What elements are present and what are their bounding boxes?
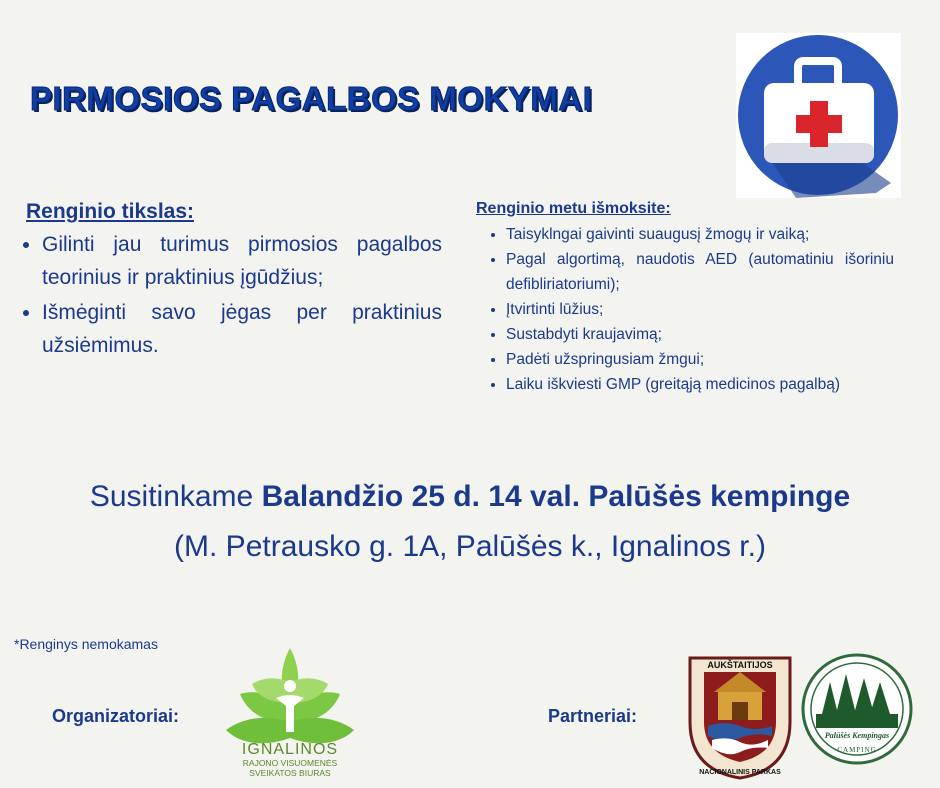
learn-item: • Įtvirtinti lūžius;	[506, 297, 894, 322]
meeting-prefix: Susitinkame	[89, 480, 254, 513]
organizer-logo-sub2: SVEIKATOS BIURAS	[249, 767, 331, 778]
goal-heading: Renginio tikslas:	[26, 200, 195, 223]
learn-item: • Sustabdyti kraujavimą;	[506, 322, 894, 347]
learn-item: • Pagal algortimą, naudotis AED (automatiniu išoriniu defibliriatoriumi);	[506, 247, 894, 297]
meeting-address: (M. Petrausko g. 1A, Palūšės k., Ignalinos r.)	[174, 530, 766, 563]
learn-item: • Taisyklngai gaivinti suaugusį žmogų ir vaiką;	[506, 222, 894, 247]
park-bottom-text: NACIONALINIS PARKAS	[699, 769, 781, 776]
camping-name-text: Palūšės Kempingas	[824, 731, 890, 740]
free-note: *Renginys nemokamas	[14, 636, 158, 652]
organizer-logo-name: IGNALINOS	[241, 741, 339, 758]
goal-section	[22, 200, 442, 364]
organizers-label: Organizatoriai:	[52, 706, 180, 726]
first-aid-kit-icon	[736, 33, 901, 198]
meeting-line	[0, 480, 940, 514]
goal-item: • Gilinti jau turimus pirmosios pagalbos teorinius ir praktinius įgūdžius;	[42, 228, 442, 294]
page-title: PIRMOSIOS PAGALBOS MOKYMAI	[30, 80, 593, 117]
camping-logo-icon	[800, 652, 914, 766]
learn-item: • Laiku iškviesti GMP (greitąją medicinos pagalbą)	[506, 372, 894, 397]
learn-heading: Renginio metu išmoksite:	[476, 200, 671, 217]
partners-label: Partneriai:	[548, 706, 638, 726]
learn-section	[476, 200, 894, 397]
goal-list	[22, 228, 442, 362]
meeting-datetime-place: Balandžio 25 d. 14 val. Palūšės kempinge	[261, 480, 851, 513]
learn-list	[476, 222, 894, 397]
camping-sub-text: CAMPING	[837, 746, 877, 754]
learn-item: • Padėti užspringusiam žmgui;	[506, 347, 894, 372]
organizer-logo-text	[222, 742, 358, 777]
park-top-text: AUKŠTAITIJOS	[707, 660, 773, 670]
park-emblem-icon	[682, 652, 798, 782]
goal-item: • Išmėginti savo jėgas per praktinius užsiėmimus.	[42, 296, 442, 362]
organizer-logo-sub1: RAJONO VISUOMENĖS	[242, 758, 338, 768]
